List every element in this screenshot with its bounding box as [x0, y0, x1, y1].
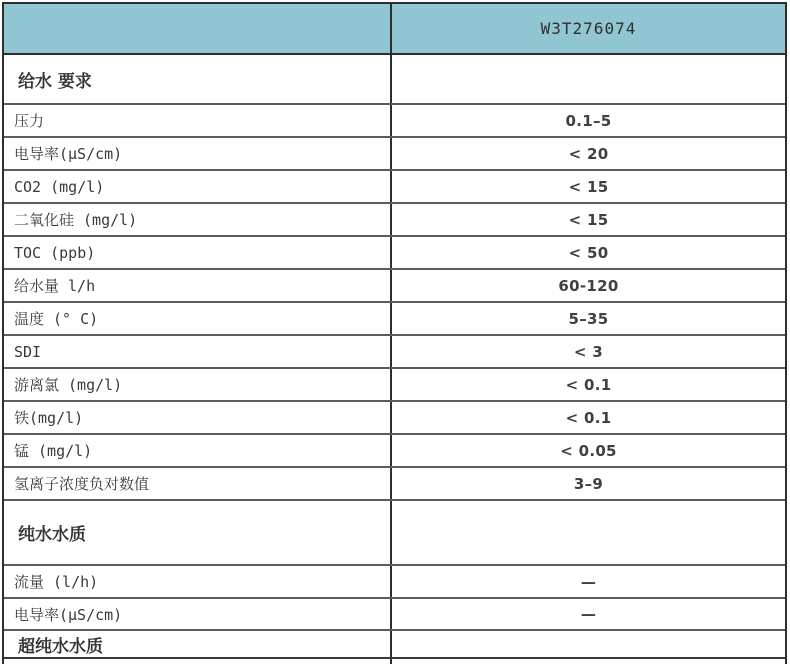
row-label: 压力: [4, 105, 392, 136]
table-row-partial: [4, 659, 785, 664]
header-col-model: W3T276074: [540, 19, 637, 38]
table-row: [4, 369, 785, 402]
row-value: 3–9: [573, 474, 604, 493]
row-value: < 50: [568, 243, 609, 262]
row-label: 温度 (° C): [4, 303, 392, 334]
table-row: [4, 237, 785, 270]
table-row: [4, 204, 785, 237]
row-value: < 0.1: [565, 408, 612, 427]
row-value-empty: [392, 659, 785, 664]
table-row: [4, 599, 785, 631]
table-row: [4, 303, 785, 336]
table-header-row: [4, 4, 785, 55]
row-value: —: [580, 605, 597, 623]
row-label: 给水量 l/h: [4, 270, 392, 301]
table-row: [4, 435, 785, 468]
row-value: < 20: [568, 144, 609, 163]
table-row: [4, 402, 785, 435]
row-label: 二氧化硅 (mg/l): [4, 204, 392, 235]
row-label: 电导率(μS/cm): [4, 138, 392, 169]
row-label: 锰 (mg/l): [4, 435, 392, 466]
row-value: < 3: [573, 342, 604, 361]
table-row: [4, 270, 785, 303]
row-value: < 15: [568, 177, 609, 196]
row-value: 60-120: [558, 276, 619, 295]
table-row: [4, 171, 785, 204]
spec-table: [2, 2, 787, 664]
section-row-feed-water: [4, 55, 785, 105]
row-label: 电导率(μS/cm): [4, 599, 392, 629]
section-label: 超纯水水质: [4, 631, 392, 657]
section-row-pure-water: [4, 501, 785, 566]
row-label: 氢离子浓度负对数值: [4, 468, 392, 499]
row-label: CO2 (mg/l): [4, 171, 392, 202]
row-value: —: [580, 572, 597, 591]
row-label: 铁(mg/l): [4, 402, 392, 433]
table-row: [4, 566, 785, 599]
row-label: SDI: [4, 336, 392, 367]
table-row: [4, 336, 785, 369]
section-value: [392, 55, 785, 103]
section-value: [392, 631, 785, 657]
row-label: 游离氯 (mg/l): [4, 369, 392, 400]
section-value: [392, 501, 785, 564]
row-value: 0.1–5: [565, 111, 612, 130]
row-value: < 15: [568, 210, 609, 229]
row-value: 5–35: [568, 309, 609, 328]
table-row: [4, 105, 785, 138]
row-label-empty: [4, 659, 392, 664]
section-row-ultrapure-water: [4, 631, 785, 659]
table-row: [4, 468, 785, 501]
section-label: 纯水水质: [4, 501, 392, 564]
table-row: [4, 138, 785, 171]
row-label: TOC (ppb): [4, 237, 392, 268]
header-col-parameter: [4, 4, 392, 53]
row-value: < 0.05: [560, 441, 617, 460]
row-label: 流量 (l/h): [4, 566, 392, 597]
row-value: < 0.1: [565, 375, 612, 394]
section-label: 给水 要求: [4, 55, 392, 103]
